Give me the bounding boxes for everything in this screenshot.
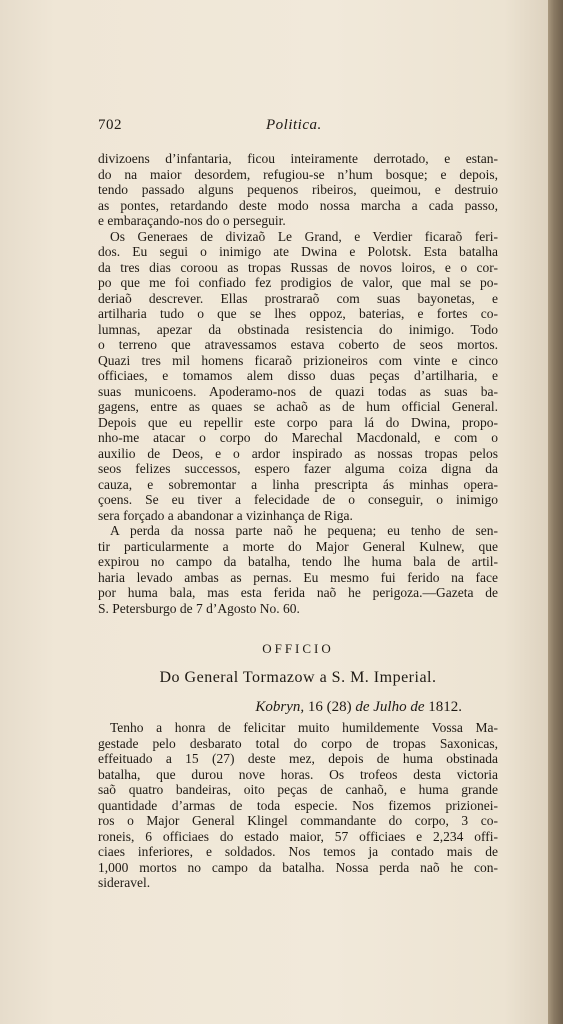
running-title: Politica. [266, 117, 322, 133]
text-line: Os Generaes de divizaõ Le Grand, e Verdier ficaraõ feri- [110, 228, 498, 244]
text-line: A perda da nossa parte naõ he pequena; eu tenho de sen- [110, 523, 498, 538]
page-edge [548, 0, 563, 1024]
text-line: gagens, entre as quaes se achaõ as de hum official General. [98, 399, 498, 414]
text-line: po que me foi confiado fez prodigios de valor, que mal se po- [98, 275, 498, 290]
dateline-month: de Julho de [355, 699, 425, 715]
text-line: da tres dias coroou as tropas Russas de novos loiros, e o cor- [98, 259, 498, 275]
text-line: S. Petersburgo de 7 d’Agosto No. 60. [98, 600, 300, 616]
text-line: batalha, que durou nove horas. Os trofeos desta victoria [98, 766, 498, 782]
text-line: deriaõ descrever. Ellas prostraraõ com suas bayonetas, e [98, 290, 498, 306]
text-line: roneis, 6 officiaes do estado maior, 57 officiaes e 2,234 offi- [98, 828, 498, 844]
text-line: cauza, e sobremontar a linha prescripta ás minhas opera- [98, 476, 498, 492]
text-line: 1,000 mortos no campo da batalha. Nossa perda naõ he con- [98, 859, 498, 875]
text-line: as pontes, retardando deste modo nossa marcha a cada passo, [98, 197, 498, 213]
paragraph-generals [98, 229, 498, 524]
paragraph-officio-body [98, 720, 498, 891]
text-line: divizoens d’infantaria, ficou inteiramente derrotado, e estan- [98, 151, 498, 166]
text-line: por huma bala, mas esta ferida naõ he perigoza.—Gazeta de [98, 585, 498, 600]
officio-heading: OFFICIO [262, 641, 334, 656]
text-line: nho-me atacar o corpo do Marechal Macdonald, e com o [98, 430, 498, 445]
text-line: sideravel. [98, 875, 151, 890]
dateline-year: 1812. [428, 699, 462, 715]
text-line: ros o Major General Klingel commandante do corpo, 3 co- [98, 813, 498, 828]
officio-subtitle: Do General Tormazow a S. M. Imperial. [159, 669, 437, 686]
text-body [98, 151, 498, 891]
text-line: Tenho a honra de felicitar muito humildemente Vossa Ma- [110, 720, 498, 735]
text-line: sera forçado a abandonar a vizinhança de Riga. [98, 507, 353, 523]
text-line: lumnas, apezar da obstinada resistencia do inimigo. Todo [98, 321, 498, 337]
page-number: 702 [98, 117, 122, 133]
text-line: auxilio de Deos, e o ardor inspirado as nossas tropas pelos [98, 445, 498, 461]
text-line: officiaes, e tomamos alem disso duas peças d’artilharia, e [98, 368, 498, 383]
text-line: saõ quatro bandeiras, oito peças de canhaõ, e huma grande [98, 782, 498, 797]
page-header [98, 117, 498, 137]
text-line: artilharia tudo o que se lhes oppoz, baterias, e fortes co- [98, 306, 498, 321]
text-line: dos. Eu segui o inimigo ate Dwina e Polotsk. Esta batalha [98, 244, 498, 259]
text-line: effeituado a 15 (27) deste mez, depois de huma obstinada [98, 751, 498, 766]
dateline-place: Kobryn, [255, 699, 305, 715]
officio-dateline [98, 698, 498, 716]
paragraph-losses [98, 523, 498, 616]
text-line: gestade pelo desbarato total do corpo de tropas Saxonicas, [98, 735, 498, 751]
paragraph-continuation [98, 151, 498, 229]
text-line: çoens. Se eu tiver a felecidade de o conseguir, o inimigo [98, 492, 498, 507]
text-line: haria levado ambas as pernas. Eu mesmo fui ferido na face [98, 569, 498, 585]
text-line: Quazi tres mil homens ficaraõ prizioneiros com vinte e cinco [98, 352, 498, 368]
text-line: tir particularmente a morte do Major General Kulnew, que [98, 538, 498, 554]
text-line: suas municoens. Apoderamo-nos de quazi todas as suas ba- [98, 383, 498, 399]
text-line: o terreno que atravessamos estava coberto de seos mortos. [98, 337, 498, 352]
text-line: expirou no campo da batalha, tendo lhe huma bala de artil- [98, 554, 498, 569]
text-line: e embaraçando-nos do o perseguir. [98, 213, 286, 228]
text-line: do na maior desordem, refugiou-se n’hum bosque; e depois, [98, 166, 498, 182]
text-line: tendo passado alguns pequenos ribeiros, queimou, e destruio [98, 182, 498, 197]
text-line: Depois que eu repellir este corpo para lá do Dwina, propo- [98, 414, 498, 430]
text-line: seos felizes successos, espero fazer alguma coiza digna da [98, 461, 498, 476]
text-line: ciaes inferiores, e soldados. Nos temos ja contado mais de [98, 844, 498, 859]
dateline-day: 16 (28) [307, 699, 352, 715]
text-line: quantidade d’armas de toda especie. Nos fizemos prizionei- [98, 797, 498, 813]
